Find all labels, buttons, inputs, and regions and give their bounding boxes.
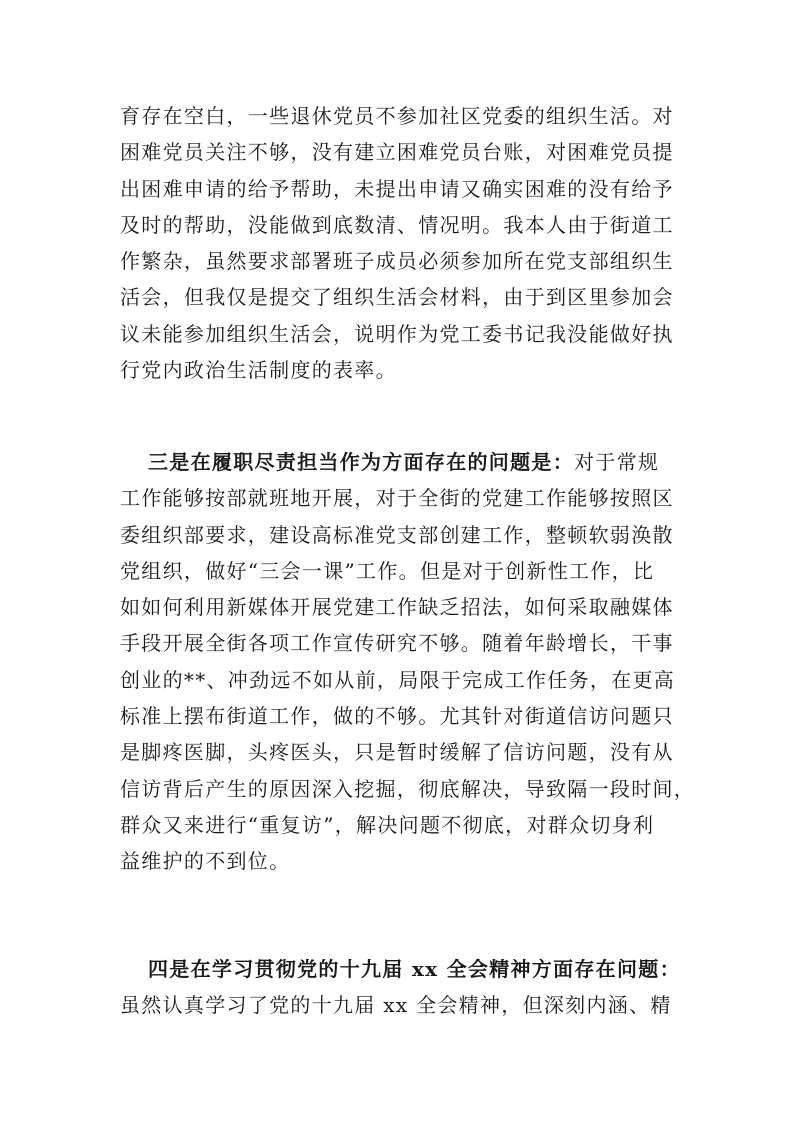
paragraph-1 [120, 98, 680, 388]
text-line: 手段开展全街各项工作宣传研究不够。随着年龄增长，干事 [120, 631, 674, 656]
text-line: 益维护的不到位。 [120, 849, 291, 874]
text-line: 活会，但我仅是提交了组织生活会材料，由于到区里参加会 [120, 285, 674, 310]
text-line: 作繁杂，虽然要求部署班子成员必须参加所在党支部组织生 [120, 249, 674, 274]
text-line: 育存在空白，一些退休党员不参加社区党委的组织生活。对 [120, 104, 674, 128]
text-line: 群众又来进行“重复访”，解决问题不彻底，对群众切身利 [120, 812, 655, 837]
text-line: 是脚疼医脚，头疼医头，只是暂时缓解了信访问题，没有从 [120, 740, 674, 765]
text-line: 及时的帮助，没能做到底数清、情况明。我本人由于街道工 [120, 212, 674, 237]
section-heading: 四是在学习贯彻党的十九届 xx 全会精神方面存在问题： [148, 957, 681, 981]
text-line: 党组织，做好“三会一课”工作。但是对于创新性工作，比 [120, 558, 655, 583]
text-run: 对于常规 [574, 450, 660, 474]
text-line: 出困难申请的给予帮助，未提出申请又确实困难的没有给予 [120, 176, 674, 201]
text-line: 议未能参加组织生活会，说明作为党工委书记我没能做好执 [120, 321, 674, 346]
paragraph-first-line [120, 444, 680, 480]
paragraph-2 [120, 444, 696, 880]
paragraph-3 [120, 951, 680, 1024]
text-line: 创业的**、冲劲远不如从前，局限于完成工作任务，在更高 [120, 667, 676, 692]
text-line: 行党内政治生活制度的表率。 [120, 358, 397, 383]
text-line: 标准上摆布街道工作，做的不够。尤其针对街道信访问题只 [120, 704, 674, 729]
text-line: 虽然认真学习了党的十九届 xx 全会精神，但深刻内涵、精 [120, 993, 672, 1018]
section-heading: 三是在履职尽责担当作为方面存在的问题是： [148, 450, 574, 474]
text-line: 委组织部要求，建设高标准党支部创建工作，整顿软弱涣散 [120, 522, 674, 547]
text-line: 信访背后产生的原因深入挖掘，彻底解决，导致隔一段时间， [120, 776, 696, 801]
text-line: 工作能够按部就班地开展，对于全街的党建工作能够按照区 [120, 486, 674, 511]
text-line: 困难党员关注不够，没有建立困难党员台账，对困难党员提 [120, 140, 674, 165]
text-line: 如如何利用新媒体开展党建工作缺乏招法，如何采取融媒体 [120, 595, 674, 620]
